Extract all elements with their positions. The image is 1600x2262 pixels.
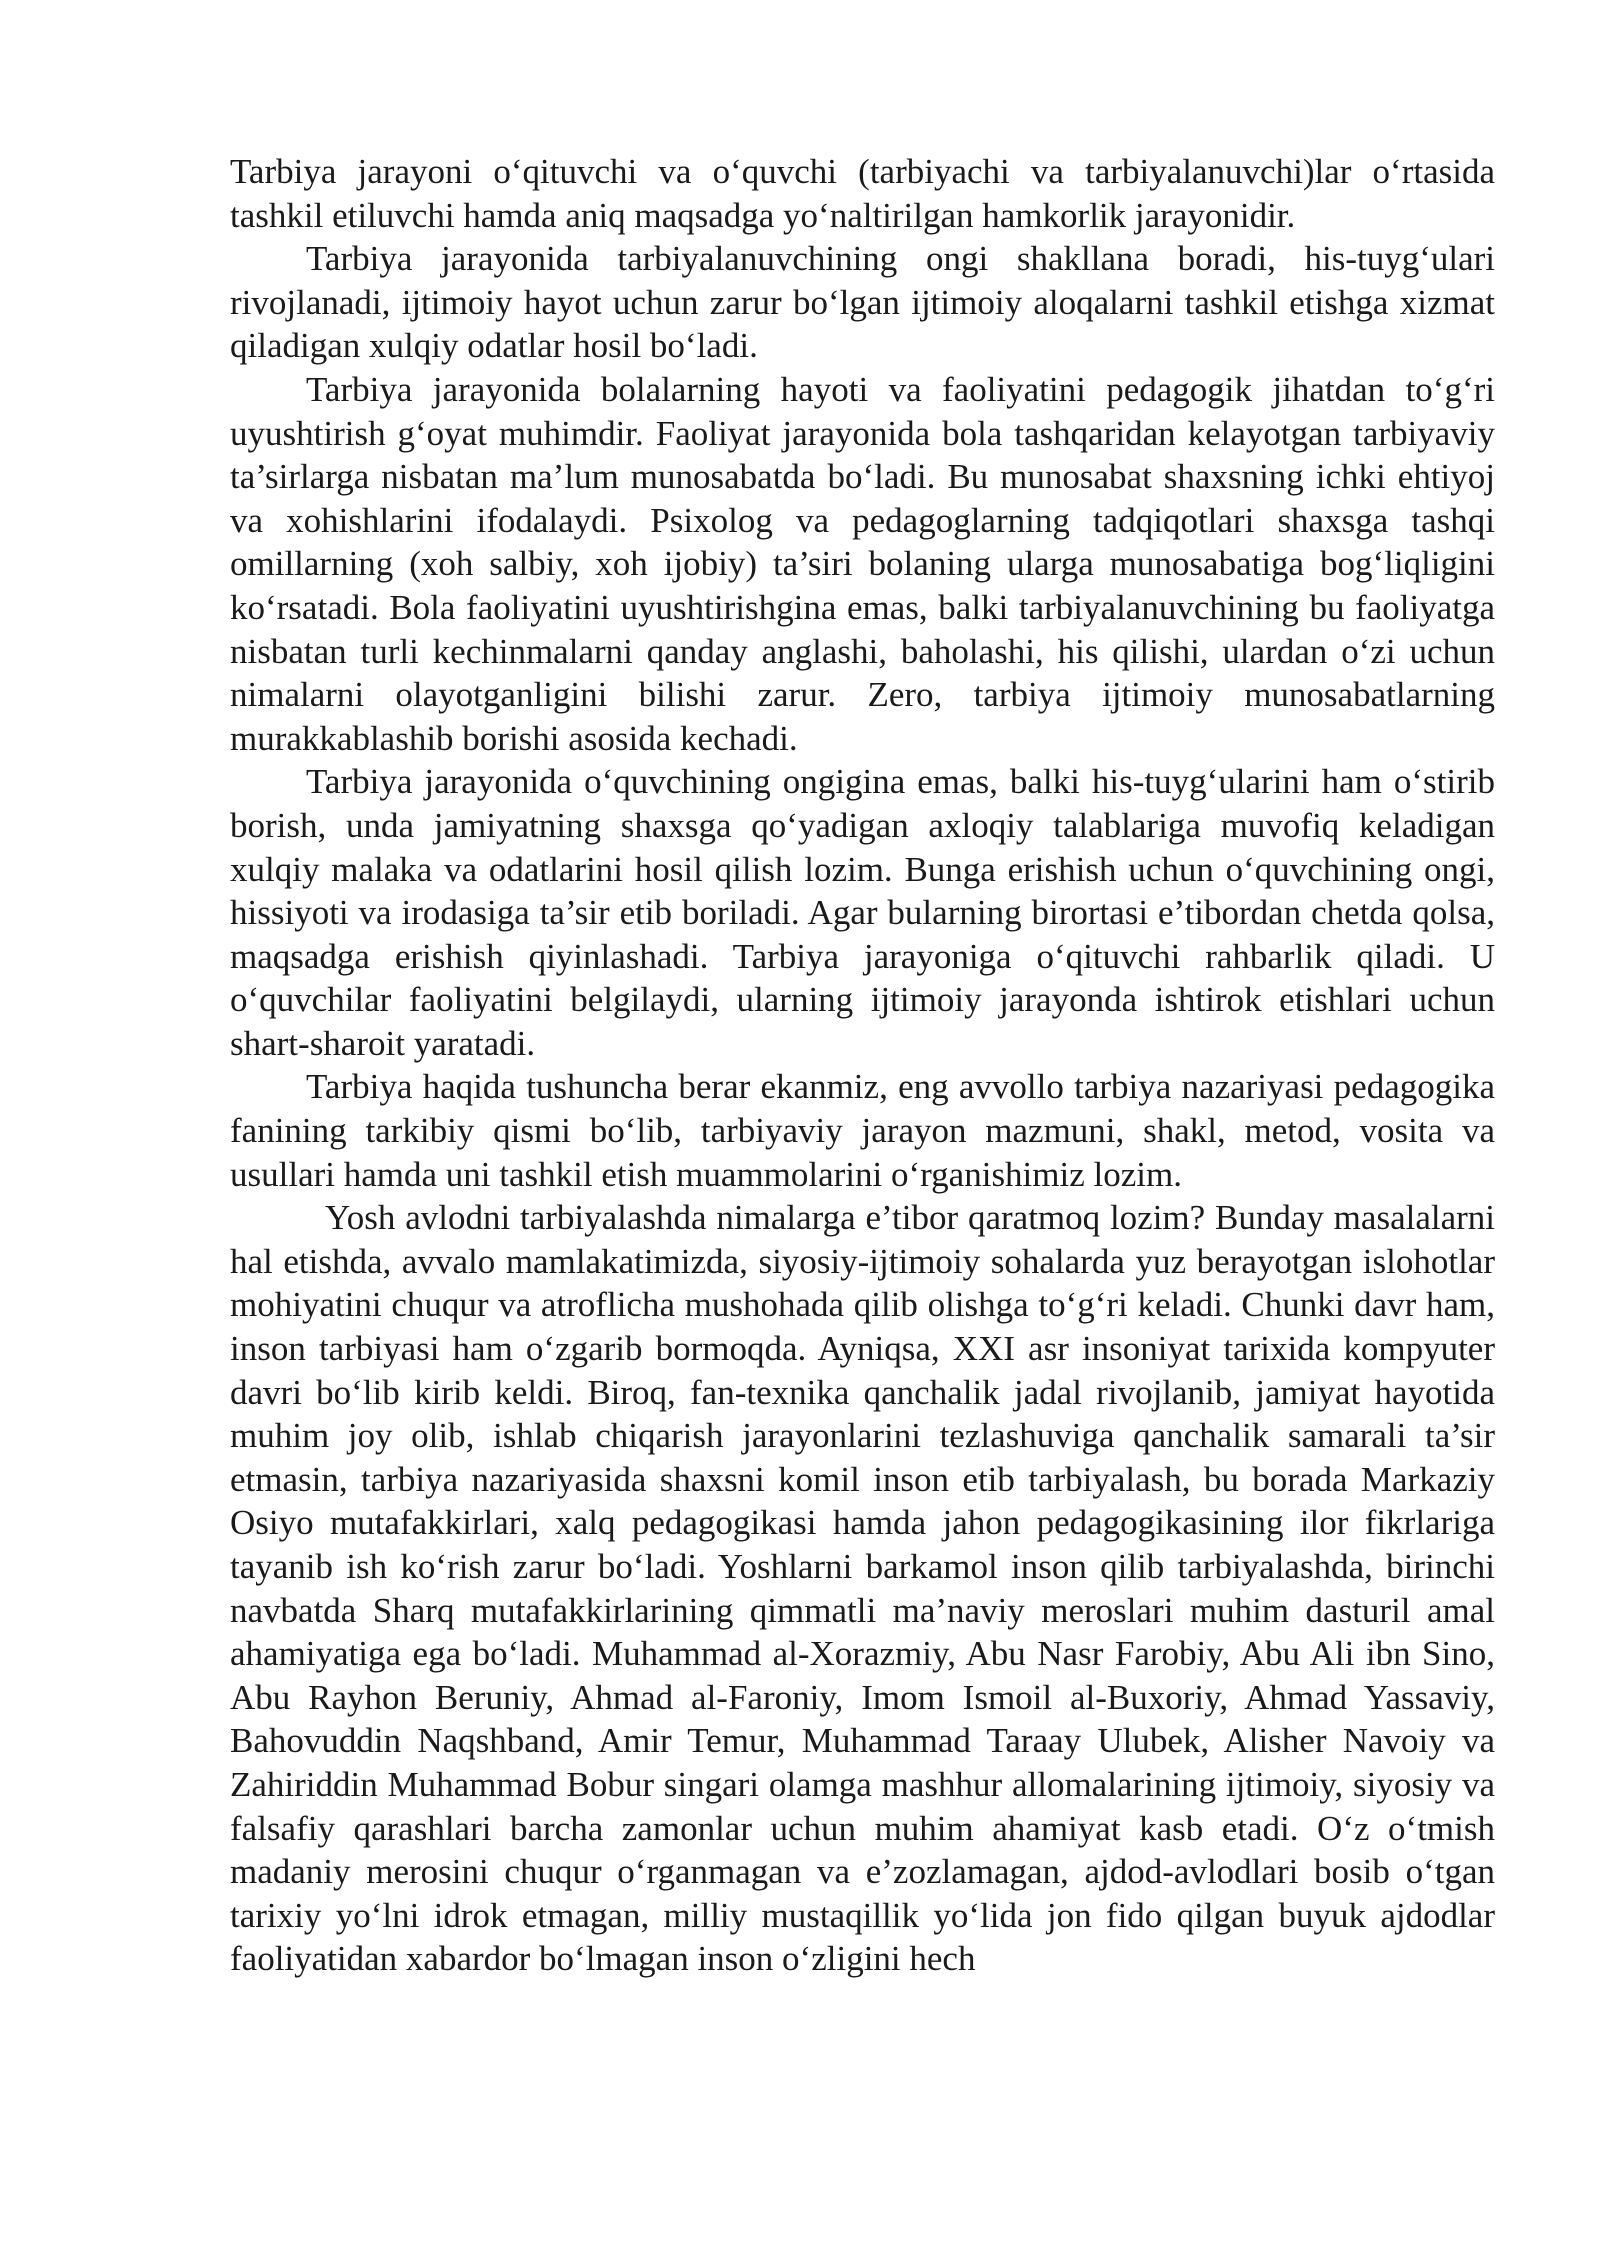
paragraph-3: Tarbiya jarayonida bolalarning hayoti va faoliyatini pedagogik jihatdan to‘g‘ri uyushtirish g‘oyat muhimdir. Faoliyat jarayonida bola tashqaridan kelayotgan tarbiyaviy ta’sirlarga nisbatan ma’lum munosabatda bo‘ladi. Bu munosabat shaxsning ichki ehtiyoj va xohishlarini ifodalaydi. Psixolog va pedagoglarning tadqiqotlari shaxsga tashqi omillarning (xoh salbiy, xoh ijobiy) ta’siri bolaning ularga munosabatiga bog‘liqligini ko‘rsatadi. Bola faoliyatini uyushtirishgina emas, balki tarbiyalanuvchining bu faoliyatga nisbatan turli kechinmalarni qanday anglashi, baholashi, his qilishi, ulardan o‘zi uchun nimalarni olayotganligini bilishi zarur. Zero, tarbiya ijtimoiy munosabatlarning murakkablashib borishi asosida kechadi. bbox=[230, 369, 1495, 758]
paragraph-6: Yosh avlodni tarbiyalashda nimalarga e’tibor qaratmoq lozim? Bunday masalalarni hal etishda, avvalo mamlakatimizda, siyosiy-ijtimoiy sohalarda yuz berayotgan islohotlar mohiyatini chuqur va atroflicha mushohada qilib olishga to‘g‘ri keladi. Chunki davr ham, inson tarbiyasi ham o‘zgarib bormoqda. Ayniqsa, XXI asr insoniyat tarixida kompyuter davri bo‘lib kirib keldi. Biroq, fan-texnika qanchalik jadal rivojlanib, jamiyat hayotida muhim joy olib, ishlab chiqarish jarayonlarini tezlashuviga qanchalik samarali ta’sir etmasin, tarbiya nazariyasida shaxsni komil inson etib tarbiyalash, bu borada Markaziy Osiyo mutafakkirlari, xalq pedagogikasi hamda jahon pedagogikasining ilor fikrlariga tayanib ish ko‘rish zarur bo‘ladi. Yoshlarni barkamol inson qilib tarbiyalashda, birinchi navbatda Sharq mutafakkirlarining qimmatli ma’naviy meroslari muhim dasturil amal ahamiyatiga ega bo‘ladi. Muhammad al-Xorazmiy, Abu Nasr Farobiy, Abu Ali ibn Sino, Abu Rayhon Beruniy, Ahmad al-Faroniy, Imom Ismoil al-Buxoriy, Ahmad Yassaviy, Bahovuddin Naqshband, Amir Temur, Muhammad Taraay Ulubek, Alisher Navoiy va Zahiriddin Muhammad Bobur singari olamga mashhur allomalarining ijtimoiy, siyosiy va falsafiy qarashlari barcha zamonlar uchun muhim ahamiyat kasb etadi. O‘z o‘tmish madaniy merosini chuqur o‘rganmagan va e’zozlamagan, ajdod-avlodlari bosib o‘tgan tarixiy yo‘lni idrok etmagan, milliy mustaqillik yo‘lida jon fido qilgan buyuk ajdodlar faoliyatidan xabardor bo‘lmagan inson o‘zligini hech bbox=[230, 1198, 1495, 1979]
paragraph-5: Tarbiya haqida tushuncha berar ekanmiz, eng avvollo tarbiya nazariyasi pedagogika fanining tarkibiy qismi bo‘lib, tarbiyaviy jarayon mazmuni, shakl, metod, vosita va usullari hamda uni tashkil etish muammolarini o‘rganishimiz lozim. bbox=[230, 1067, 1495, 1194]
paragraph-2: Tarbiya jarayonida tarbiyalanuvchining ongi shakllana boradi, his-tuyg‘ulari rivojlanadi, ijtimoiy hayot uchun zarur bo‘lgan ijtimoiy aloqalarni tashkil etishga xizmat qiladigan xulqiy odatlar hosil bo‘ladi. bbox=[230, 239, 1495, 366]
paragraph-1: Tarbiya jarayoni o‘qituvchi va o‘quvchi (tarbiyachi va tarbiyalanuvchi)lar o‘rtasida tashkil etiluvchi hamda aniq maqsadga yo‘naltirilgan hamkorlik jarayonidir. bbox=[230, 152, 1495, 235]
document-page bbox=[230, 150, 1495, 1981]
paragraph-4: Tarbiya jarayonida o‘quvchining ongigina emas, balki his-tuyg‘ularini ham o‘stirib borish, unda jamiyatning shaxsga qo‘yadigan axloqiy talablariga muvofiq keladigan xulqiy malaka va odatlarini hosil qilish lozim. Bunga erishish uchun o‘quvchining ongi, hissiyoti va irodasiga ta’sir etib boriladi. Agar bularning birortasi e’tibordan chetda qolsa, maqsadga erishish qiyinlashadi. Tarbiya jarayoniga o‘qituvchi rahbarlik qiladi. U o‘quvchilar faoliyatini belgilaydi, ularning ijtimoiy jarayonda ishtirok etishlari uchun shart-sharoit yaratadi. bbox=[230, 762, 1495, 1063]
